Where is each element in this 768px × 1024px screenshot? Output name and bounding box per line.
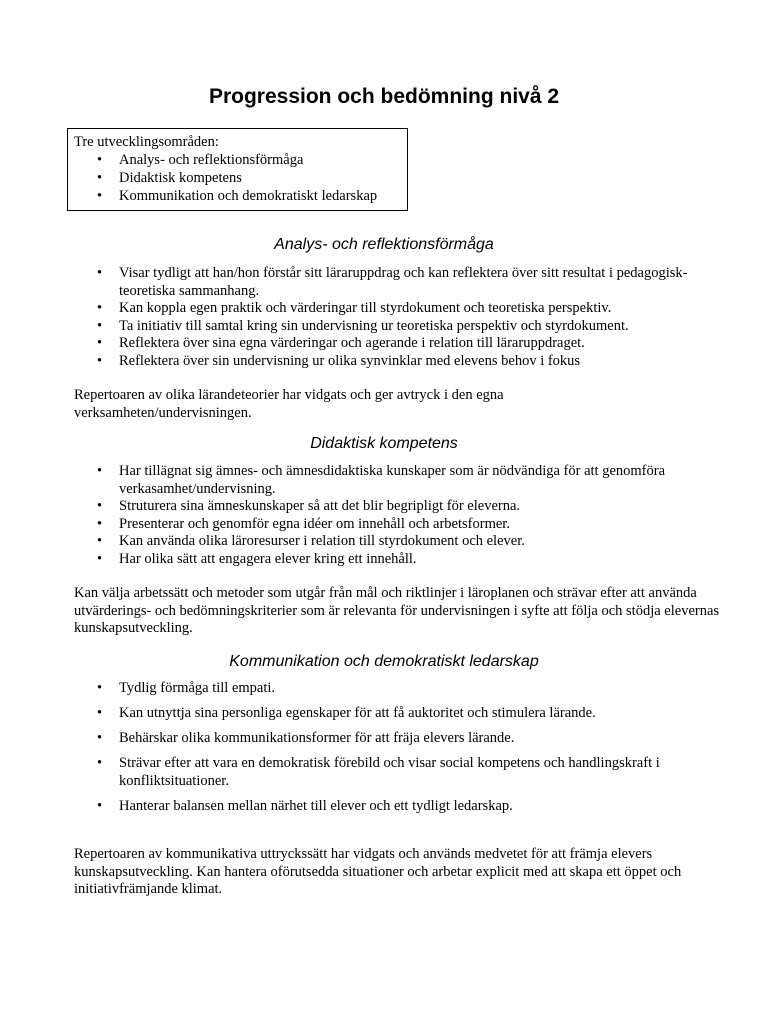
list-item: • Reflektera över sina egna värderingar och agerande i relation till läraruppdraget. [97, 335, 585, 351]
bullet-icon: • [97, 680, 103, 696]
list-item: • Reflektera över sin undervisning ur olika synvinklar med elevens behov i fokus [97, 352, 581, 369]
list-item: • Har tillägnat sig ämnes- och ämnesdidaktiska kunskaper som är nödvändiga för att genomföra verkasamhet/undervisning. [97, 463, 666, 497]
list-item: • Behärskar olika kommunikationsformer för att fräja elevers lärande. [97, 730, 515, 746]
list-item: • Kan använda olika läroresurser i relation till styrdokument och elever. [97, 533, 525, 549]
bullet-icon: • [97, 335, 103, 351]
bullet-icon: • [97, 152, 103, 168]
list-item: • Har olika sätt att engagera elever kring ett innehåll. [97, 550, 417, 567]
list-item: • Tydlig förmåga till empati. [97, 680, 276, 696]
list-item: • Visar tydligt att han/hon förstår sitt läraruppdrag och kan reflektera över sitt resultat i pedagogisk-teoretiska sammanhang. [97, 265, 688, 299]
section-paragraph-didaktik: Kan välja arbetssätt och metoder som utgår från mål och riktlinjer i läroplanen och strävar efter att använda utvärderings- och bedömningskriterier som är relevanta för undervisningen i syfte att följa och stödja elevernas kunskapsutveckling. [74, 585, 720, 636]
section-heading-analys: Analys- och reflektionsförmåga [274, 236, 494, 253]
bullet-icon: • [97, 317, 103, 334]
bullet-icon: • [97, 755, 103, 771]
list-item: • Presenterar och genomför egna idéer om innehåll och arbetsformer. [97, 515, 510, 532]
bullet-icon: • [97, 300, 103, 316]
bullet-icon: • [97, 515, 103, 532]
section-list-analys [74, 265, 714, 370]
section-paragraph-analys: Repertoaren av olika lärandeteorier har vidgats och ger avtryck i den egna verksamheten/undervisningen. [74, 387, 504, 421]
list-item: • Strävar efter att vara en demokratisk förebild och visar social kompetens och handlingskraft i konfliktsituationer. [97, 755, 660, 789]
bullet-icon: • [97, 797, 103, 814]
areas-box-heading: Tre utvecklingsområden: [74, 134, 219, 150]
bullet-icon: • [97, 550, 103, 567]
bullet-icon: • [97, 730, 103, 746]
section-list-kommunikation [74, 680, 714, 823]
page-title: Progression och bedömning nivå 2 [208, 85, 560, 108]
bullet-icon: • [97, 188, 103, 204]
bullet-icon: • [97, 463, 103, 479]
bullet-icon: • [97, 533, 103, 549]
list-item: • Didaktisk kompetens [97, 170, 242, 186]
section-paragraph-kommunikation: Repertoaren av kommunikativa uttryckssätt har vidgats och används medvetet för att främja elevers kunskapsutveckling. Kan hantera oförutsedda situationer och arbetar explicit med att skapa ett öppet och initiativfrämjande klimat. [74, 846, 682, 897]
areas-list [74, 151, 401, 205]
bullet-icon: • [97, 498, 103, 514]
list-item: • Struturera sina ämneskunskaper så att det blir begripligt för eleverna. [97, 498, 521, 514]
bullet-icon: • [97, 265, 103, 281]
bullet-icon: • [97, 705, 103, 721]
list-item: • Ta initiativ till samtal kring sin undervisning ur teoretiska perspektiv och styrdokument. [97, 317, 629, 334]
bullet-icon: • [97, 170, 103, 186]
section-list-didaktik [74, 463, 714, 568]
section-heading-kommunikation: Kommunikation och demokratiskt ledarskap [229, 653, 539, 670]
bullet-icon: • [97, 352, 103, 369]
areas-box [67, 128, 408, 211]
list-item: • Hanterar balansen mellan närhet till elever och ett tydligt ledarskap. [97, 797, 513, 814]
list-item: • Kan utnyttja sina personliga egenskaper för att få auktoritet och stimulera lärande. [97, 705, 596, 721]
section-heading-didaktik: Didaktisk kompetens [310, 435, 458, 452]
list-item: • Analys- och reflektionsförmåga [97, 152, 304, 168]
list-item: • Kan koppla egen praktik och värderingar till styrdokument och teoretiska perspektiv. [97, 300, 612, 316]
list-item: • Kommunikation och demokratiskt ledarskap [97, 188, 378, 204]
